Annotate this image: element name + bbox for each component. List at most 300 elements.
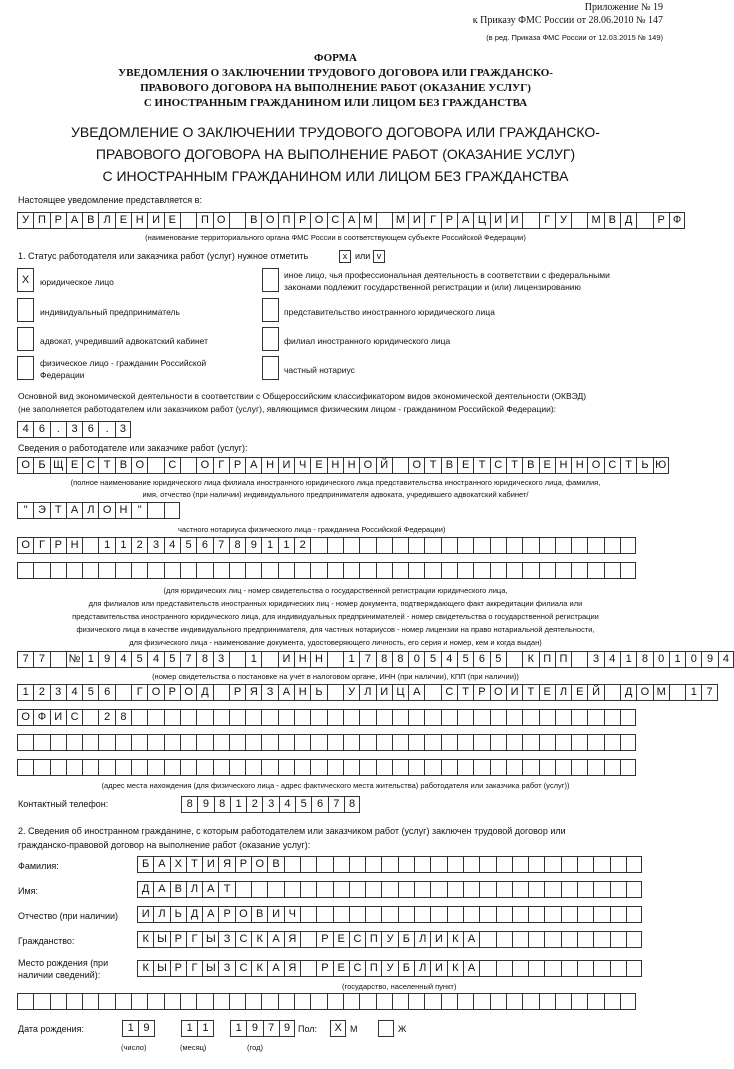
char-cell: С	[82, 457, 98, 474]
char-cell	[392, 759, 408, 776]
char-cell	[479, 906, 495, 923]
char-cell	[392, 537, 408, 554]
char-cell	[463, 881, 479, 898]
char-cell: 8	[344, 796, 360, 813]
char-cell	[593, 960, 609, 977]
char-cell	[441, 759, 457, 776]
char-cell: 7	[17, 651, 33, 668]
char-cell: Н	[261, 457, 277, 474]
char-cell	[512, 906, 528, 923]
char-cell: 7	[359, 651, 375, 668]
char-cell: 0	[408, 651, 424, 668]
char-cell: 8	[196, 651, 212, 668]
char-cell	[300, 906, 316, 923]
dob-day-caption: (число)	[121, 1043, 147, 1052]
char-cell	[278, 562, 294, 579]
dob-year-caption: (год)	[247, 1043, 263, 1052]
char-cell	[164, 709, 180, 726]
char-cell: .	[98, 421, 114, 438]
char-cell: 1	[122, 1020, 138, 1037]
citizenship-label: Гражданство:	[18, 936, 75, 946]
employer-registration-field-2[interactable]	[17, 562, 636, 579]
char-cell	[316, 906, 332, 923]
char-cell	[424, 562, 440, 579]
char-cell	[512, 856, 528, 873]
char-cell	[115, 993, 131, 1010]
dob-month-field[interactable]	[181, 1020, 214, 1037]
char-cell	[430, 906, 446, 923]
char-cell: У	[381, 960, 397, 977]
char-cell	[98, 993, 114, 1010]
dob-year-field[interactable]	[230, 1020, 295, 1037]
char-cell: С	[349, 960, 365, 977]
char-cell	[457, 993, 473, 1010]
char-cell: В	[604, 212, 620, 229]
char-cell	[571, 562, 587, 579]
char-cell	[610, 931, 626, 948]
char-cell	[343, 562, 359, 579]
char-cell	[398, 856, 414, 873]
char-cell	[245, 734, 261, 751]
birthplace-field-2[interactable]	[17, 993, 636, 1010]
char-cell: И	[137, 906, 153, 923]
char-cell: К	[447, 960, 463, 977]
char-cell	[327, 734, 343, 751]
char-cell: Ь	[636, 457, 652, 474]
char-cell	[349, 906, 365, 923]
char-cell	[392, 562, 408, 579]
char-cell	[180, 709, 196, 726]
char-cell: .	[50, 421, 66, 438]
name-label: Имя:	[18, 886, 39, 896]
char-cell: 1	[278, 537, 294, 554]
char-cell: Ч	[284, 906, 300, 923]
status-checkbox-notary[interactable]	[262, 356, 279, 380]
char-cell	[626, 931, 642, 948]
char-cell: И	[278, 651, 294, 668]
char-cell: О	[98, 502, 114, 519]
char-cell	[539, 562, 555, 579]
char-cell	[473, 537, 489, 554]
char-cell: О	[636, 684, 652, 701]
char-cell	[82, 537, 98, 554]
char-cell: Р	[653, 212, 669, 229]
char-cell: Г	[424, 212, 440, 229]
char-cell	[587, 734, 603, 751]
char-cell	[544, 906, 560, 923]
char-cell	[376, 734, 392, 751]
char-cell: З	[218, 960, 234, 977]
char-cell: Т	[457, 684, 473, 701]
char-cell	[196, 562, 212, 579]
char-cell	[180, 562, 196, 579]
status-label-individual-2: Федерации	[40, 370, 85, 380]
char-cell	[593, 906, 609, 923]
sex-female-box[interactable]	[378, 1020, 394, 1037]
address-field-3[interactable]	[17, 734, 636, 751]
char-cell: А	[267, 931, 283, 948]
status-checkbox-individual[interactable]	[17, 356, 34, 380]
char-cell	[33, 562, 49, 579]
char-cell	[294, 759, 310, 776]
employer-name-field-2[interactable]	[17, 502, 180, 519]
char-cell: Р	[229, 684, 245, 701]
char-cell	[604, 684, 620, 701]
char-cell: Ч	[294, 457, 310, 474]
char-cell	[506, 734, 522, 751]
char-cell: П	[555, 651, 571, 668]
char-cell	[522, 212, 538, 229]
char-cell	[17, 759, 33, 776]
char-cell	[381, 856, 397, 873]
char-cell	[213, 759, 229, 776]
char-cell	[398, 881, 414, 898]
name-field[interactable]	[137, 881, 642, 898]
employer-name-field-1[interactable]	[17, 457, 669, 474]
char-cell: 7	[328, 796, 344, 813]
char-cell	[115, 562, 131, 579]
char-cell: 0	[653, 651, 669, 668]
char-cell: П	[196, 212, 212, 229]
char-cell: 4	[115, 651, 131, 668]
employer-registration-field-1[interactable]	[17, 537, 636, 554]
foreigner-label-2: гражданско-правовой договор на выполнение работ (оказание услуг):	[18, 840, 311, 850]
char-cell	[376, 537, 392, 554]
tax-caption: (номер свидетельства о постановке на учет в налоговом органе, ИНН (при наличии), КПП (при наличии))	[152, 672, 519, 681]
char-cell: Ы	[153, 960, 169, 977]
char-cell	[414, 856, 430, 873]
char-cell	[441, 993, 457, 1010]
char-cell: Т	[186, 856, 202, 873]
char-cell	[441, 734, 457, 751]
char-cell	[251, 881, 267, 898]
char-cell: 3	[262, 796, 278, 813]
char-cell	[82, 734, 98, 751]
char-cell	[544, 881, 560, 898]
char-cell	[626, 906, 642, 923]
char-cell: "	[17, 502, 33, 519]
char-cell: Т	[218, 881, 234, 898]
status-label-other-person-1: иное лицо, чья профессиональная деятельность в соответствии с федеральными	[284, 270, 610, 280]
char-cell	[327, 562, 343, 579]
char-cell	[147, 562, 163, 579]
char-cell	[98, 734, 114, 751]
status-label-individual-1: физическое лицо - гражданин Российской	[40, 358, 207, 368]
char-cell: В	[441, 457, 457, 474]
char-cell	[196, 709, 212, 726]
citizenship-field[interactable]	[137, 931, 642, 948]
char-cell: 1	[181, 1020, 197, 1037]
char-cell	[180, 212, 196, 229]
char-cell: А	[343, 212, 359, 229]
char-cell	[620, 759, 636, 776]
char-cell	[528, 881, 544, 898]
char-cell: Н	[555, 457, 571, 474]
legend-or: или	[355, 251, 371, 261]
char-cell	[577, 931, 593, 948]
char-cell	[343, 537, 359, 554]
char-cell	[213, 734, 229, 751]
status-checkbox-legal-entity[interactable]: X	[17, 268, 34, 292]
status-checkbox-other-person[interactable]	[262, 268, 279, 292]
char-cell: 9	[246, 1020, 262, 1037]
char-cell	[604, 562, 620, 579]
char-cell	[593, 856, 609, 873]
char-cell: Н	[115, 502, 131, 519]
char-cell: Б	[398, 960, 414, 977]
char-cell: Е	[571, 684, 587, 701]
char-cell	[506, 562, 522, 579]
sex-male-box[interactable]	[330, 1020, 346, 1037]
char-cell	[544, 856, 560, 873]
address-field-4[interactable]	[17, 759, 636, 776]
char-cell	[512, 931, 528, 948]
char-cell	[561, 906, 577, 923]
char-cell	[555, 759, 571, 776]
surname-field[interactable]	[137, 856, 642, 873]
char-cell	[376, 212, 392, 229]
char-cell	[300, 960, 316, 977]
char-cell	[278, 709, 294, 726]
char-cell: Г	[186, 931, 202, 948]
address-field-1[interactable]	[17, 684, 718, 701]
char-cell: Н	[66, 537, 82, 554]
char-cell	[577, 960, 593, 977]
char-cell	[245, 759, 261, 776]
dob-day-field[interactable]	[122, 1020, 155, 1037]
char-cell: Л	[414, 931, 430, 948]
char-cell: Ь	[170, 906, 186, 923]
char-cell	[294, 734, 310, 751]
char-cell	[528, 931, 544, 948]
char-cell	[457, 537, 473, 554]
form-title-line1: УВЕДОМЛЕНИЯ О ЗАКЛЮЧЕНИИ ТРУДОВОГО ДОГОВОРА ИЛИ ГРАЖДАНСКО-	[118, 67, 553, 79]
char-cell	[33, 734, 49, 751]
submitted-to-label: Настоящее уведомление представляется в:	[18, 195, 202, 205]
char-cell: Р	[164, 684, 180, 701]
char-cell: 1	[245, 651, 261, 668]
char-cell: Н	[310, 651, 326, 668]
char-cell	[261, 993, 277, 1010]
char-cell	[490, 759, 506, 776]
char-cell	[561, 931, 577, 948]
char-cell: К	[137, 931, 153, 948]
char-cell	[447, 906, 463, 923]
char-cell: Е	[115, 212, 131, 229]
sex-male-label: М	[350, 1024, 358, 1034]
status-label-representative-office: представительство иностранного юридического лица	[284, 307, 495, 317]
status-label-lawyer: адвокат, учредивший адвокатский кабинет	[40, 336, 208, 346]
char-cell	[147, 993, 163, 1010]
char-cell: 4	[718, 651, 734, 668]
char-cell: Ы	[202, 960, 218, 977]
char-cell: М	[392, 212, 408, 229]
char-cell: 5	[164, 651, 180, 668]
char-cell: М	[587, 212, 603, 229]
char-cell	[164, 993, 180, 1010]
char-cell: Р	[294, 212, 310, 229]
status-label-entrepreneur: индивидуальный предприниматель	[40, 307, 180, 317]
char-cell	[539, 993, 555, 1010]
address-caption: (адрес места нахождения (для физического лица - адрес фактического места жительства) работодателя или заказчика работ (услуг))	[101, 781, 570, 790]
doc-title-line2: ПРАВОВОГО ДОГОВОРА НА ВЫПОЛНЕНИЕ РАБОТ (ОКАЗАНИЕ УСЛУГ)	[95, 146, 576, 162]
char-cell: Е	[164, 212, 180, 229]
char-cell: 2	[33, 684, 49, 701]
sex-label: Пол:	[298, 1024, 318, 1034]
char-cell: О	[213, 212, 229, 229]
char-cell: 4	[441, 651, 457, 668]
okved-label-2: (не заполняется работодателем или заказчиком работ (услуг), являющимся физическим лицом - гражданином Российской Федерации):	[18, 404, 557, 414]
char-cell	[261, 651, 277, 668]
address-field-2[interactable]	[17, 709, 636, 726]
char-cell	[457, 734, 473, 751]
char-cell	[490, 734, 506, 751]
char-cell: Д	[186, 906, 202, 923]
char-cell	[561, 881, 577, 898]
char-cell	[490, 562, 506, 579]
char-cell	[235, 881, 251, 898]
char-cell	[349, 881, 365, 898]
char-cell: 8	[229, 537, 245, 554]
char-cell: 1	[230, 796, 246, 813]
char-cell	[33, 759, 49, 776]
appendix-number: Приложение № 19	[584, 2, 663, 13]
char-cell: Т	[473, 457, 489, 474]
char-cell	[496, 931, 512, 948]
status-checkbox-entrepreneur[interactable]	[17, 298, 34, 322]
char-cell: О	[408, 457, 424, 474]
char-cell	[571, 212, 587, 229]
char-cell: Ю	[653, 457, 669, 474]
char-cell	[50, 651, 66, 668]
char-cell	[610, 856, 626, 873]
char-cell	[131, 993, 147, 1010]
char-cell: 5	[424, 651, 440, 668]
phone-field[interactable]	[181, 796, 360, 813]
char-cell: Н	[343, 457, 359, 474]
char-cell: 1	[115, 537, 131, 554]
char-cell	[327, 993, 343, 1010]
char-cell	[180, 759, 196, 776]
char-cell	[245, 562, 261, 579]
birthplace-caption: (государство, населенный пункт)	[342, 982, 457, 991]
char-cell	[555, 734, 571, 751]
char-cell: П	[365, 931, 381, 948]
char-cell	[98, 562, 114, 579]
char-cell: Е	[539, 684, 555, 701]
char-cell: 5	[490, 651, 506, 668]
char-cell: 3	[213, 651, 229, 668]
char-cell	[577, 881, 593, 898]
birthplace-label-1: Место рождения (при	[18, 958, 109, 968]
char-cell	[359, 759, 375, 776]
char-cell	[66, 759, 82, 776]
char-cell: К	[251, 960, 267, 977]
char-cell	[229, 759, 245, 776]
submitted-to-caption: (наименование территориального органа ФМС России в соответствующем субъекте Российской Федерации)	[145, 233, 526, 242]
char-cell: З	[261, 684, 277, 701]
char-cell	[414, 881, 430, 898]
char-cell: Г	[33, 537, 49, 554]
char-cell	[131, 734, 147, 751]
char-cell	[115, 734, 131, 751]
char-cell: Л	[555, 684, 571, 701]
char-cell	[430, 856, 446, 873]
char-cell: А	[66, 502, 82, 519]
okved-field[interactable]	[17, 421, 131, 438]
char-cell	[229, 651, 245, 668]
char-cell: О	[235, 906, 251, 923]
char-cell	[33, 993, 49, 1010]
status-checkbox-branch[interactable]	[262, 327, 279, 351]
char-cell	[473, 562, 489, 579]
char-cell: 1	[261, 537, 277, 554]
char-cell: В	[251, 906, 267, 923]
char-cell	[180, 457, 196, 474]
char-cell	[376, 562, 392, 579]
status-checkbox-representative-office[interactable]	[262, 298, 279, 322]
char-cell	[376, 709, 392, 726]
char-cell: Р	[473, 684, 489, 701]
registration-caption-4: физического лица в качестве индивидуального предпринимателя, для частных нотариусов - номер лицензии на право нотариальной деятельности,	[76, 625, 595, 634]
patronymic-field[interactable]	[137, 906, 642, 923]
char-cell	[284, 856, 300, 873]
char-cell	[528, 856, 544, 873]
char-cell	[310, 759, 326, 776]
submitted-to-field[interactable]	[17, 212, 685, 229]
char-cell: 4	[604, 651, 620, 668]
char-cell	[408, 734, 424, 751]
status-label-notary: частный нотариус	[284, 365, 355, 375]
char-cell: Э	[33, 502, 49, 519]
char-cell	[229, 993, 245, 1010]
char-cell	[587, 709, 603, 726]
char-cell	[359, 993, 375, 1010]
char-cell: А	[278, 684, 294, 701]
status-label-legal-entity: юридическое лицо	[40, 277, 114, 287]
char-cell: О	[196, 457, 212, 474]
char-cell: С	[164, 457, 180, 474]
char-cell: О	[359, 457, 375, 474]
char-cell	[17, 993, 33, 1010]
char-cell: 1	[197, 1020, 213, 1037]
char-cell: И	[490, 212, 506, 229]
char-cell: Р	[170, 931, 186, 948]
char-cell: 2	[246, 796, 262, 813]
tax-registration-field[interactable]	[17, 651, 734, 668]
char-cell	[333, 881, 349, 898]
char-cell	[522, 562, 538, 579]
char-cell	[164, 502, 180, 519]
char-cell: Ц	[473, 212, 489, 229]
char-cell: 4	[164, 537, 180, 554]
char-cell: 9	[701, 651, 717, 668]
char-cell: 8	[214, 796, 230, 813]
char-cell	[506, 993, 522, 1010]
char-cell	[636, 212, 652, 229]
status-checkbox-lawyer[interactable]	[17, 327, 34, 351]
char-cell	[147, 502, 163, 519]
char-cell: П	[365, 960, 381, 977]
char-cell	[571, 734, 587, 751]
char-cell	[196, 993, 212, 1010]
char-cell: Р	[170, 960, 186, 977]
char-cell	[131, 562, 147, 579]
birthplace-field-1[interactable]	[137, 960, 642, 977]
char-cell: 7	[180, 651, 196, 668]
char-cell: Е	[333, 960, 349, 977]
char-cell	[424, 709, 440, 726]
